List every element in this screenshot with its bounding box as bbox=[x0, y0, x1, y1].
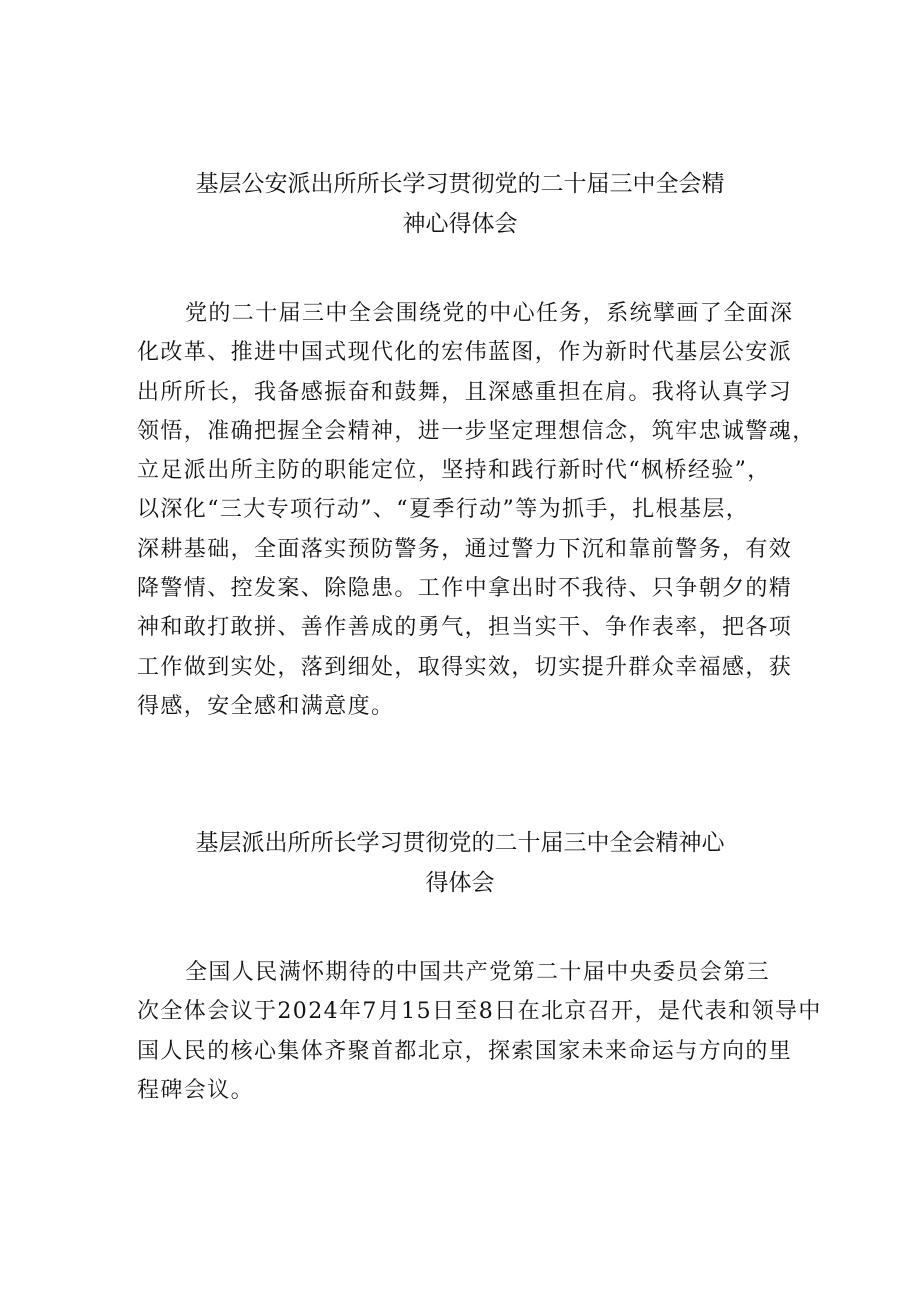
paragraph-line: 工作做到实处，落到细处，取得实效，切实提升群众幸福感，获 bbox=[137, 654, 793, 680]
paragraph-line: 以深化“三大专项行动”、“夏季行动”等为抓手，扎根基层， bbox=[137, 497, 750, 523]
paragraph-line: 神和敢打敢拼、善作善成的勇气，担当实干、争作表率，把各项 bbox=[137, 615, 793, 641]
section1-paragraph bbox=[137, 294, 816, 726]
section1-title-line: 神心得体会 bbox=[402, 211, 518, 237]
paragraph-line: 程碑会议。 bbox=[137, 1077, 255, 1103]
paragraph-line: 国人民的核心集体齐聚首都北京，探索国家未来命运与方向的里 bbox=[137, 1038, 793, 1064]
paragraph-line: 得感，安全感和满意度。 bbox=[137, 693, 395, 719]
section1-title bbox=[60, 164, 860, 244]
section2-paragraph bbox=[137, 953, 822, 1110]
paragraph-line: 降警情、控发案、除隐患。工作中拿出时不我待、只争朝夕的精 bbox=[137, 576, 793, 602]
section2-title-line: 得体会 bbox=[425, 870, 495, 896]
paragraph-line: 全国人民满怀期待的中国共产党第二十届中央委员会第三 bbox=[185, 960, 771, 985]
paragraph-line: 领悟，准确把握全会精神，进一步坚定理想信念，筑牢忠诚警魂， bbox=[137, 418, 816, 444]
paragraph-line: 出所所长，我备感振奋和鼓舞，且深感重担在肩。我将认真学习 bbox=[137, 379, 793, 405]
section2-title bbox=[60, 823, 860, 903]
paragraph-line: 立足派出所主防的职能定位，坚持和践行新时代“枫桥经验”， bbox=[137, 458, 771, 484]
paragraph-line: 化改革、推进中国式现代化的宏伟蓝图，作为新时代基层公安派 bbox=[137, 340, 793, 366]
paragraph-line: 深耕基础，全面落实预防警务，通过警力下沉和靠前警务，有效 bbox=[137, 536, 793, 562]
section1-title-line: 基层公安派出所所长学习贯彻党的二十届三中全会精 bbox=[195, 171, 725, 197]
paragraph-line: 党的二十届三中全会围绕党的中心任务，系统擘画了全面深 bbox=[185, 301, 794, 326]
paragraph-line: 次全体会议于2024年7月15日至8日在北京召开，是代表和领导中 bbox=[137, 999, 822, 1025]
section2-title-line: 基层派出所所长学习贯彻党的二十届三中全会精神心 bbox=[195, 830, 725, 856]
